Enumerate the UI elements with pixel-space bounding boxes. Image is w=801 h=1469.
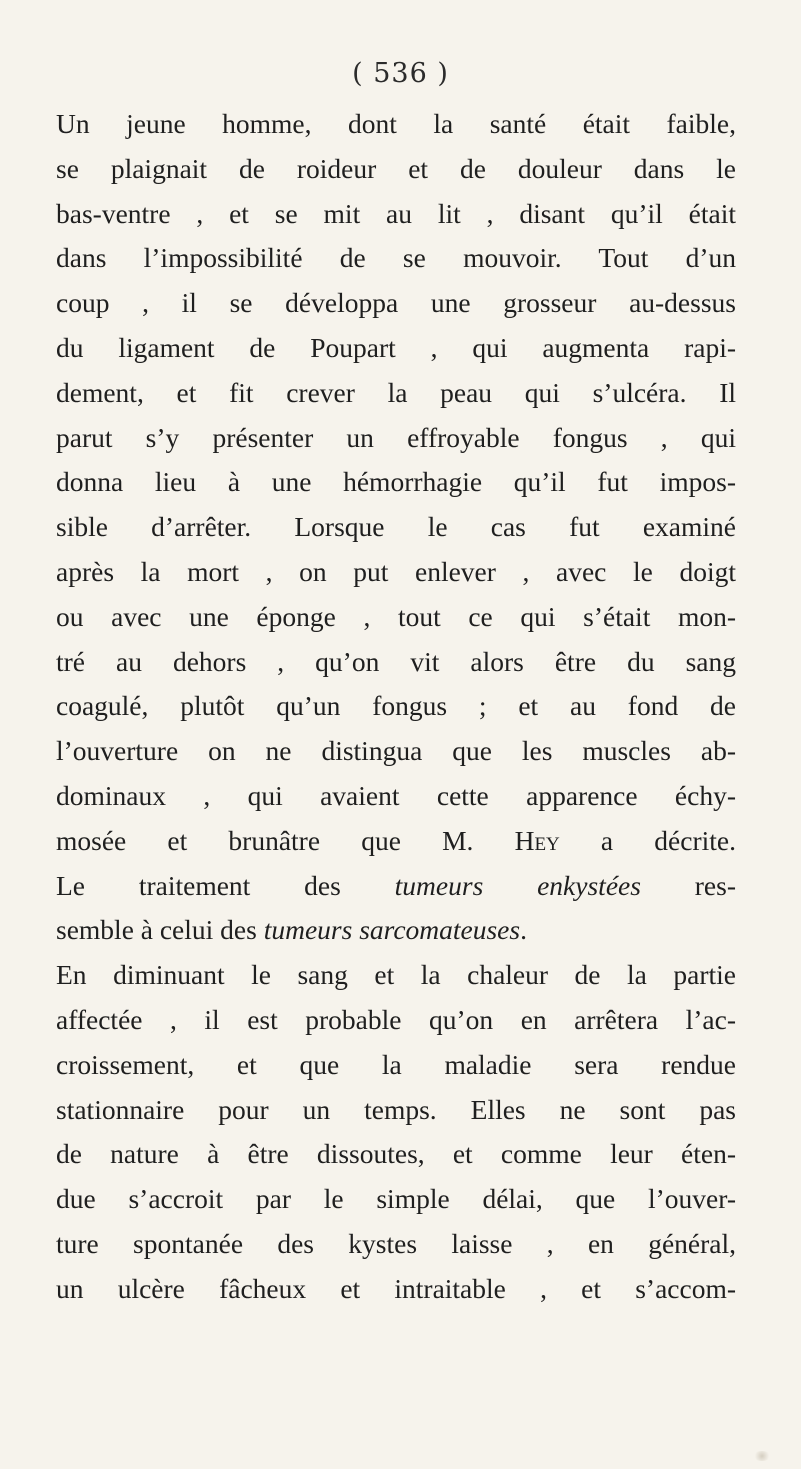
line-text: mosée et brunâtre que M.: [56, 824, 515, 856]
text-line: coagulé, plutôt qu’un fongus ; et au fond de: [56, 690, 736, 722]
italic-term: tumeurs enkystées: [394, 869, 641, 901]
line-text: res-: [640, 869, 736, 901]
text-line: se plaignait de roideur et de douleur dans le: [56, 152, 736, 184]
text-line-with-emphasis: [56, 908, 736, 953]
paper-blemish: [753, 1451, 771, 1461]
text-line: dans l’impossibilité de se mouvoir. Tout d’un: [56, 242, 736, 274]
line-text: a décrite.: [559, 824, 736, 856]
page-number: ( 536 ): [352, 58, 449, 89]
text-line: coup , il se développa une grosseur au-dessus: [56, 287, 736, 319]
text-line: après la mort , on put enlever , avec le doigt: [56, 555, 736, 587]
text-line: Un jeune homme, dont la santé était faible,: [56, 108, 736, 139]
text-line: due s’accroit par le simple délai, que l’ouver-: [56, 1183, 736, 1215]
text-line: croissement, et que la maladie sera rendue: [56, 1048, 736, 1080]
text-line: parut s’y présenter un effroyable fongus , qui: [56, 421, 736, 453]
text-line: ou avec une éponge , tout ce qui s’était mon-: [56, 600, 736, 632]
text-line: dominaux , qui avaient cette apparence échy-: [56, 779, 736, 811]
line-text: Le traitement des: [56, 869, 395, 901]
text-line: En diminuant le sang et la chaleur de la partie: [56, 959, 736, 991]
author-name: Hey: [514, 824, 560, 856]
text-line: sible d’arrêter. Lorsque le cas fut examiné: [56, 511, 736, 543]
text-line: ture spontanée des kystes laisse , en général,: [56, 1227, 736, 1259]
text-line: affectée , il est probable qu’on en arrêtera l’ac-: [56, 1003, 736, 1035]
text-line: du ligament de Poupart , qui augmenta rapi-: [56, 331, 736, 363]
text-line: un ulcère fâcheux et intraitable , et s’accom-: [56, 1272, 736, 1304]
text-line: stationnaire pour un temps. Elles ne sont pas: [56, 1093, 736, 1125]
line-text: semble à celui des: [56, 914, 264, 946]
text-line: bas-ventre , et se mit au lit , disant qu’il était: [56, 197, 736, 229]
line-text: .: [520, 914, 527, 946]
text-line: de nature à être dissoutes, et comme leur éten-: [56, 1138, 736, 1170]
text-line: donna lieu à une hémorrhagie qu’il fut impos-: [56, 466, 736, 498]
italic-term: tumeurs sarcomateuses: [263, 914, 521, 946]
text-line: l’ouverture on ne distingua que les muscles ab-: [56, 735, 736, 767]
text-line-with-emphasis: [56, 864, 736, 909]
body-text: [56, 102, 736, 1312]
text-line: tré au dehors , qu’on vit alors être du sang: [56, 645, 736, 677]
text-line-with-author: [56, 819, 736, 864]
text-line: dement, et fit crever la peau qui s’ulcéra. Il: [56, 376, 736, 408]
